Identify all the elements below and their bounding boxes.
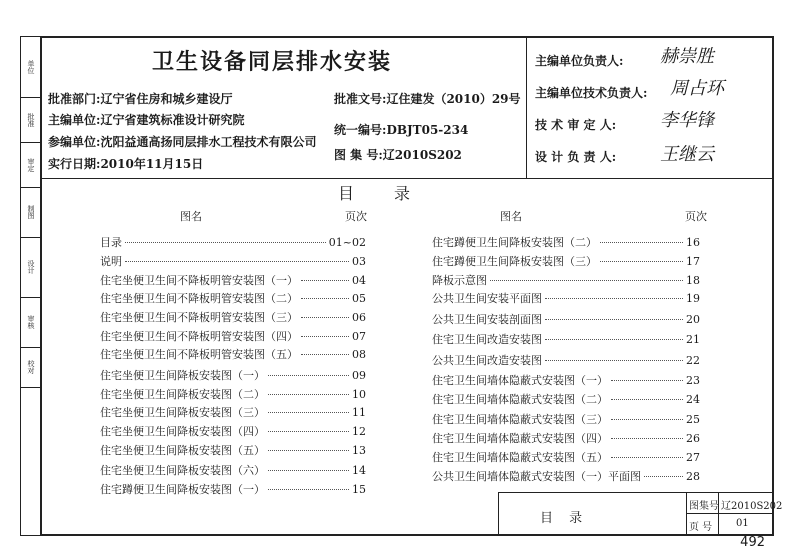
toc-col-page: 页次 <box>685 210 707 223</box>
toc-row: 公共卫生间安装剖面图 20 <box>432 313 700 326</box>
strip-cell: 设计 <box>21 237 40 298</box>
toc-row: 住宅坐便卫生间降板安装图（二） 10 <box>100 388 366 401</box>
toc-row: 降板示意图 18 <box>432 274 700 287</box>
technical-reviewer: 技 术 审 定 人: <box>535 118 617 132</box>
approval-dept: 批准部门:辽宁省住房和城乡建设厅 <box>48 92 233 106</box>
chief-editor-unit: 主编单位:辽宁省建筑标准设计研究院 <box>48 113 245 127</box>
toc-row: 住宅卫生间墙体隐蔽式安装图（三） 25 <box>432 413 700 426</box>
page-value: 01 <box>736 518 749 529</box>
toc-row: 住宅坐便卫生间不降板明管安装图（四） 07 <box>100 330 366 343</box>
co-editor-unit: 参编单位:沈阳益通高扬同层排水工程技术有限公司 <box>48 135 317 149</box>
toc-col-name: 图名 <box>500 210 522 223</box>
toc-row: 住宅坐便卫生间降板安装图（一） 09 <box>100 369 366 382</box>
toc-col-page: 页次 <box>345 210 367 223</box>
toc-row: 住宅卫生间墙体隐蔽式安装图（四） 26 <box>432 432 700 445</box>
approval-number: 批准文号:辽住建发（2010）29号 <box>334 92 521 106</box>
unified-number: 统一编号:DBJT05-234 <box>334 123 469 137</box>
page-number: 492 <box>740 535 765 550</box>
strip-cell: 校对 <box>21 347 40 388</box>
strip-cell: 审定 <box>21 142 40 188</box>
toc-row: 公共卫生间安装平面图 19 <box>432 292 700 305</box>
toc-row: 住宅坐便卫生间不降板明管安装图（二） 05 <box>100 292 366 305</box>
toc-row: 住宅卫生间墙体隐蔽式安装图（五） 27 <box>432 451 700 464</box>
toc-row: 住宅卫生间墙体隐蔽式安装图（一） 23 <box>432 374 700 387</box>
atlas-label: 图集号 <box>689 501 719 512</box>
toc-col-name: 图名 <box>180 210 202 223</box>
signature: 赫崇胜 <box>660 46 714 67</box>
header-divider <box>40 178 774 179</box>
toc-row: 住宅蹲便卫生间降板安装图（一） 15 <box>100 483 366 496</box>
toc-row: 目录 01~02 <box>100 236 366 249</box>
atlas-value: 辽2010S202 <box>721 501 783 512</box>
toc-row: 住宅坐便卫生间不降板明管安装图（一） 04 <box>100 274 366 287</box>
strip-cell: 批准 <box>21 97 40 143</box>
toc-row: 住宅坐便卫生间降板安装图（三） 11 <box>100 406 366 419</box>
document-title: 卫生设备同层排水安装 <box>152 49 393 75</box>
strip-cell: 单位 <box>21 37 40 98</box>
effective-date: 实行日期:2010年11月15日 <box>48 157 204 171</box>
toc-row: 住宅坐便卫生间降板安装图（五） 13 <box>100 444 366 457</box>
toc-row: 住宅蹲便卫生间降板安装图（二） 16 <box>432 236 700 249</box>
toc-row: 住宅坐便卫生间不降板明管安装图（五） 08 <box>100 348 366 361</box>
toc-row: 说明 03 <box>100 255 366 268</box>
header-vertical-divider <box>526 36 527 178</box>
design-head: 设 计 负 责 人: <box>535 150 617 164</box>
strip-cell: 制图 <box>21 187 40 238</box>
title-block-name: 目 录 <box>540 511 589 526</box>
chief-unit-head: 主编单位负责人: <box>535 54 624 68</box>
page-label: 页 号 <box>689 522 713 533</box>
toc-row: 公共卫生间墙体隐蔽式安装图（一）平面图 28 <box>432 470 700 483</box>
technical-head: 主编单位技术负责人: <box>535 86 648 100</box>
signature: 李华锋 <box>660 110 714 131</box>
left-signature-strip <box>20 36 40 536</box>
toc-row: 住宅坐便卫生间降板安装图（四） 12 <box>100 425 366 438</box>
toc-row: 住宅卫生间墙体隐蔽式安装图（二） 24 <box>432 393 700 406</box>
toc-row: 住宅坐便卫生间降板安装图（六） 14 <box>100 464 366 477</box>
atlas-number: 图 集 号:辽2010S202 <box>334 148 462 162</box>
toc-heading: 目录 <box>338 184 451 203</box>
strip-cell: 审核 <box>21 297 40 348</box>
signature: 王继云 <box>660 144 714 165</box>
toc-row: 住宅卫生间改造安装图 21 <box>432 333 700 346</box>
toc-row: 公共卫生间改造安装图 22 <box>432 354 700 367</box>
toc-row: 住宅坐便卫生间不降板明管安装图（三） 06 <box>100 311 366 324</box>
toc-row: 住宅蹲便卫生间降板安装图（三） 17 <box>432 255 700 268</box>
signature: 周占环 <box>670 78 724 99</box>
